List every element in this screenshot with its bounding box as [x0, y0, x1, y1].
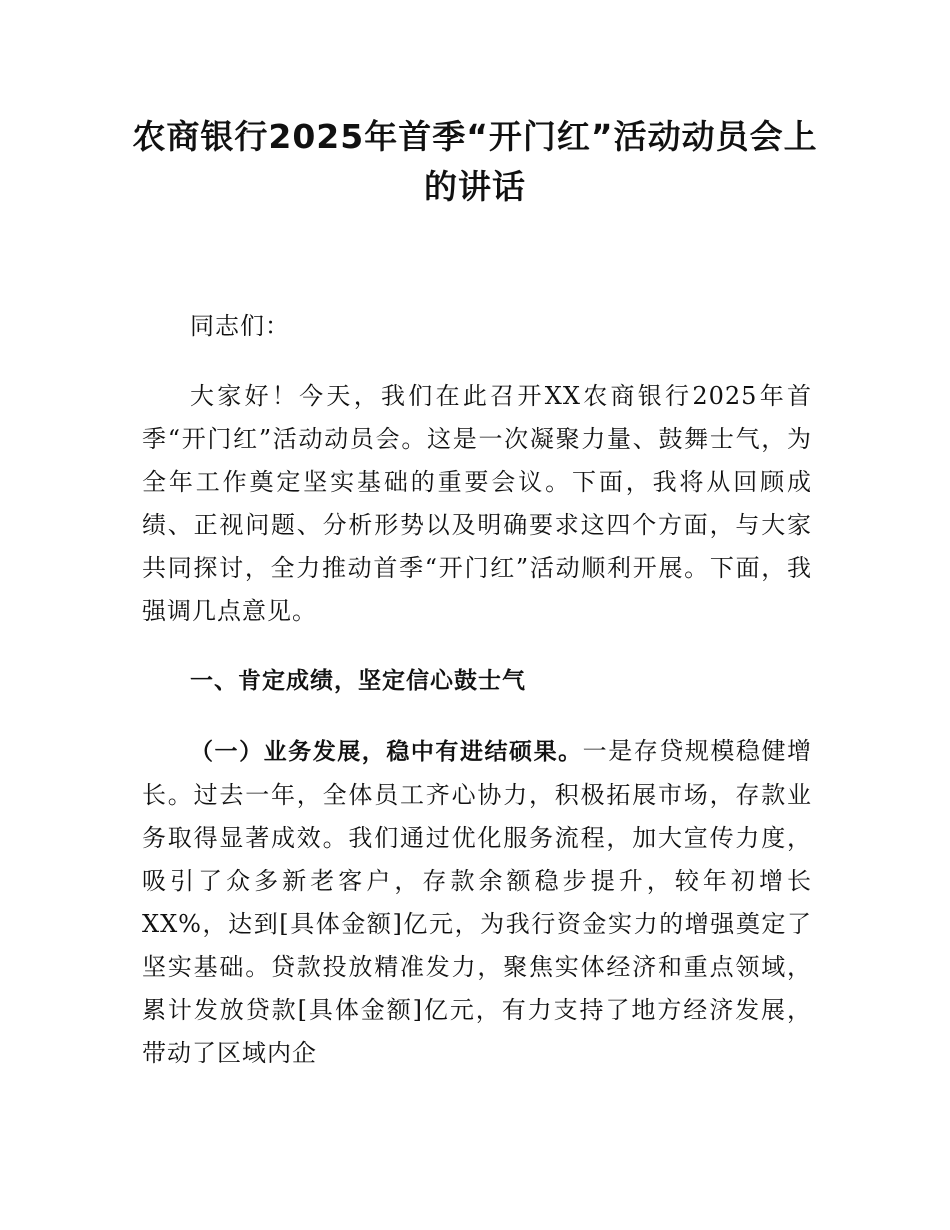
document-body [142, 305, 812, 1102]
salutation: 同志们： [190, 312, 290, 340]
subsection-title: （一）业务发展，稳中有进结硕果。 [190, 739, 583, 765]
document-title: 农商银行2025年首季“开门红”活动动员会上的讲话 [132, 117, 818, 206]
subsection-paragraph [142, 730, 812, 1075]
section-heading: 一、肯定成绩，坚定信心鼓士气 [190, 668, 526, 694]
intro-paragraph: 大家好！今天，我们在此召开XX农商银行2025年首季“开门红”活动动员会。这是一次凝聚力量、鼓舞士气，为全年工作奠定坚实基础的重要会议。下面，我将从回顾成绩、正视问题、分析形势以及明确要求这四个方面，与大家共同探讨，全力推动首季“开门红”活动顺利开展。下面，我强调几点意见。 [142, 382, 812, 625]
subsection-text: 一是存贷规模稳健增长。过去一年，全体员工齐心协力，积极拓展市场，存款业务取得显著成效。我们通过优化服务流程，加大宣传力度，吸引了众多新老客户，存款余额稳步提升，较年初增长XX%，达到[具体金额]亿元，为我行资金实力的增强奠定了坚实基础。贷款投放精准发力，聚焦实体经济和重点领域，累计发放贷款[具体金额]亿元，有力支持了地方经济发展，带动了区域内企 [142, 737, 813, 1067]
